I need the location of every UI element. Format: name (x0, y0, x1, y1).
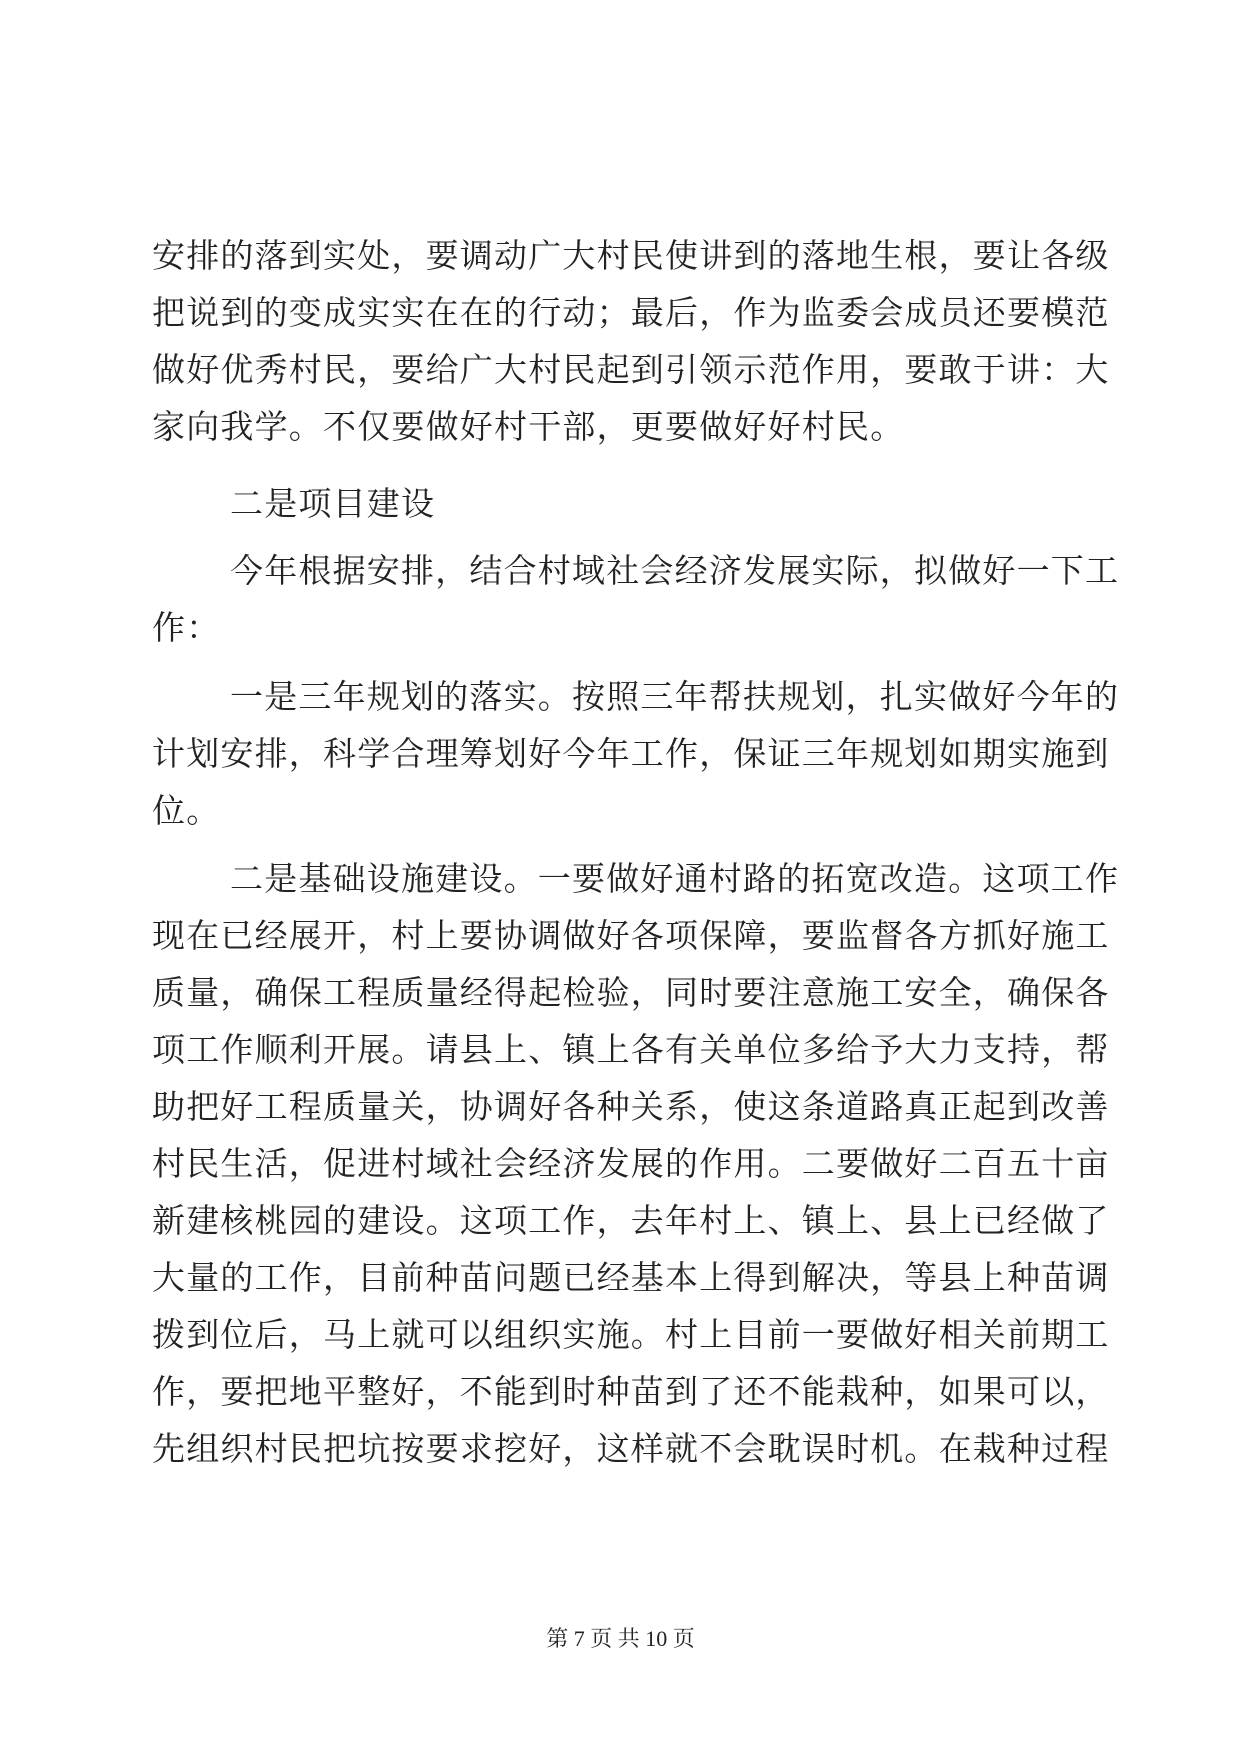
text-line: 先组织村民把坑按要求挖好，这样就不会耽误时机。在栽种过程 (152, 1429, 1110, 1468)
section-heading: 二是项目建设 (230, 484, 436, 523)
page-number-footer: 第 7 页 共 10 页 (546, 1626, 695, 1651)
text-line: 二是基础设施建设。一要做好通村路的拓宽改造。这项工作 (230, 859, 1120, 898)
text-line: 安排的落到实处，要调动广大村民使讲到的落地生根，要让各级 (152, 236, 1110, 275)
text-line: 新建核桃园的建设。这项工作，去年村上、镇上、县上已经做了 (152, 1201, 1110, 1240)
text-line: 今年根据安排，结合村域社会经济发展实际，拟做好一下工 (230, 551, 1120, 590)
text-line: 一是三年规划的落实。按照三年帮扶规划，扎实做好今年的 (230, 677, 1120, 716)
text-line: 位。 (152, 791, 221, 830)
text-line: 质量，确保工程质量经得起检验，同时要注意施工安全，确保各 (152, 973, 1110, 1012)
text-line: 拨到位后，马上就可以组织实施。村上目前一要做好相关前期工 (152, 1315, 1110, 1354)
text-line: 作，要把地平整好，不能到时种苗到了还不能栽种，如果可以， (152, 1372, 1110, 1411)
text-line: 做好优秀村民，要给广大村民起到引领示范作用，要敢于讲：大 (152, 350, 1110, 389)
text-line: 作： (152, 608, 221, 647)
text-line: 把说到的变成实实在在的行动；最后，作为监委会成员还要模范 (152, 293, 1110, 332)
text-line: 助把好工程质量关，协调好各种关系，使这条道路真正起到改善 (152, 1087, 1110, 1126)
text-line: 现在已经展开，村上要协调做好各项保障，要监督各方抓好施工 (152, 916, 1110, 955)
text-line: 大量的工作，目前种苗问题已经基本上得到解决，等县上种苗调 (152, 1258, 1110, 1297)
text-line: 计划安排，科学合理筹划好今年工作，保证三年规划如期实施到 (152, 734, 1110, 773)
text-line: 家向我学。不仅要做好村干部，更要做好好村民。 (152, 407, 905, 446)
text-line: 项工作顺利开展。请县上、镇上各有关单位多给予大力支持，帮 (152, 1030, 1110, 1069)
text-line: 村民生活，促进村域社会经济发展的作用。二要做好二百五十亩 (152, 1144, 1110, 1183)
